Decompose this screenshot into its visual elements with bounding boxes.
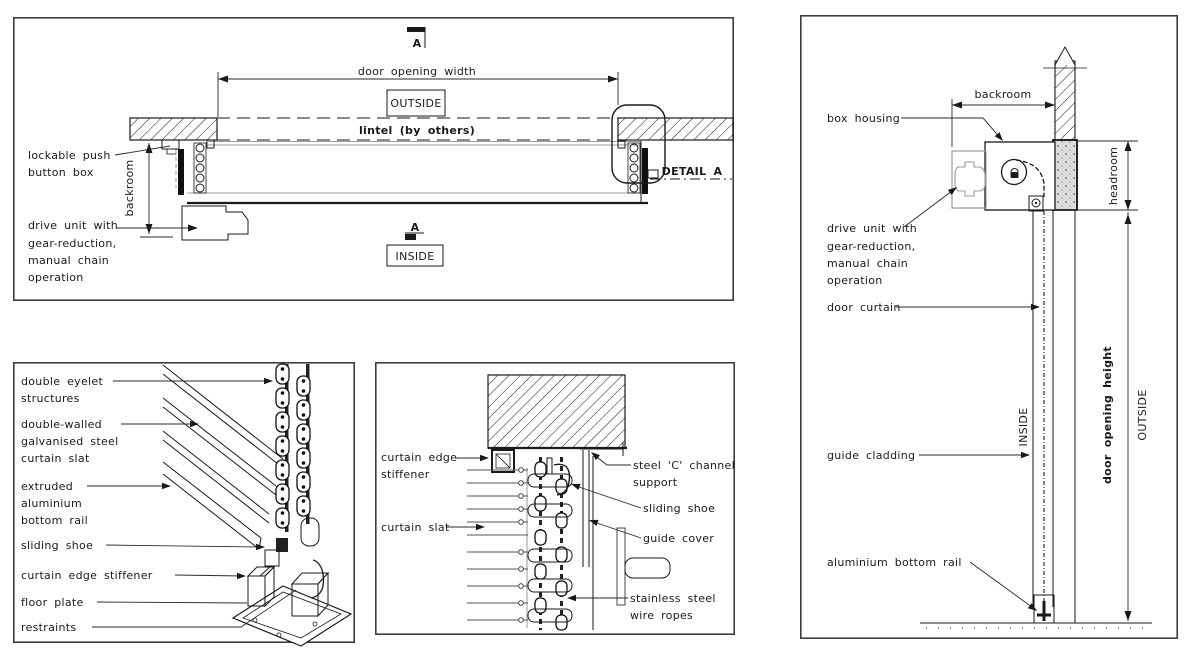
wire-rope-chain	[528, 457, 572, 630]
dim-label: door opening width	[357, 65, 477, 78]
left-jamb-wall	[130, 118, 217, 140]
curtain-slat-stack	[467, 468, 528, 628]
drive-unit-label-3: manual chain	[827, 257, 909, 270]
isometric-detail-panel	[13, 362, 355, 643]
panel-border	[801, 16, 1177, 638]
wall-section	[488, 375, 627, 448]
door-curtain-label: door curtain	[827, 301, 901, 314]
drive-unit-label-4: operation	[28, 271, 84, 284]
lintel-and-walls	[130, 118, 733, 140]
backroom-label: backroom	[123, 159, 136, 217]
section-marker-top	[407, 27, 425, 50]
inside-label: INSIDE	[395, 250, 435, 263]
drive-unit-label-4: operation	[827, 274, 883, 287]
door-opening-height-label: door opening height	[1101, 346, 1114, 484]
restraints-label: restraints	[21, 621, 77, 634]
bottom-rail-iso	[163, 462, 261, 538]
drive-unit-label-1: drive unit with	[28, 219, 118, 232]
outside-label: OUTSIDE	[390, 97, 442, 110]
wire-ropes-label-2: wire ropes	[630, 609, 694, 622]
outside-label-box	[387, 90, 445, 116]
section-letter: A	[412, 37, 422, 50]
curtain-edge-label-1: curtain edge	[381, 451, 458, 464]
restraint-pin	[625, 558, 670, 578]
guide-detail-panel	[375, 362, 735, 635]
guide-detail-labels	[381, 450, 735, 622]
lock-icon	[1011, 172, 1019, 178]
lintel-label: lintel (by others)	[358, 124, 476, 137]
left-guide-assembly	[162, 140, 214, 195]
drive-unit-label-2: gear-reduction,	[28, 237, 117, 250]
detail-a-label: DETAIL A	[661, 165, 723, 178]
outside-label: OUTSIDE	[1136, 389, 1149, 441]
plan-view-panel	[13, 17, 734, 301]
floor-plate-assembly	[233, 560, 351, 646]
backroom-label: backroom	[974, 88, 1032, 101]
side-section-panel	[800, 15, 1178, 639]
drive-unit-plan	[117, 206, 248, 240]
double-walled-label-1: double-walled	[21, 418, 102, 431]
double-walled-label-2: galvanised steel	[21, 435, 119, 448]
c-channel-label-2: support	[633, 476, 678, 489]
drive-unit-label-2: gear-reduction,	[827, 240, 916, 253]
guide-cladding-label: guide cladding	[827, 449, 916, 462]
section-letter: A	[410, 221, 420, 234]
detail-a-callout	[612, 105, 665, 183]
eyelet-chain-iso	[260, 364, 319, 576]
box-housing-part	[952, 142, 1055, 211]
box-housing-label: box housing	[827, 112, 901, 125]
guide-cover-label: guide cover	[643, 532, 715, 545]
curtain-slat-label: curtain slat	[381, 521, 450, 534]
sliding-shoe-label: sliding shoe	[643, 502, 716, 515]
curtain-edge-stiffener-label: curtain edge stiffener	[21, 569, 153, 582]
right-jamb-wall	[618, 118, 733, 140]
section-marker-bottom	[405, 221, 424, 240]
curtain-edge-label-2: stiffener	[381, 468, 430, 481]
sliding-shoe-label: sliding shoe	[21, 539, 94, 552]
curtain-edge-stiffener-part	[492, 450, 514, 472]
backroom-dimension	[952, 88, 1055, 147]
double-eyelet-label-1: double eyelet	[21, 375, 104, 388]
inside-label-box	[387, 245, 443, 266]
inside-label: INSIDE	[1017, 407, 1030, 447]
c-channel-label-1: steel 'C' channel	[633, 459, 735, 472]
extruded-label-1: extruded	[21, 480, 74, 493]
extruded-label-3: bottom rail	[21, 514, 88, 527]
iso-labels	[21, 375, 296, 634]
drive-unit-label-3: manual chain	[28, 254, 110, 267]
wire-ropes-label-1: stainless steel	[630, 592, 716, 605]
headroom-label: headroom	[1107, 146, 1120, 206]
curtain-plan	[187, 141, 648, 204]
lockable-push-label-2: button box	[28, 166, 94, 179]
backroom-dimension	[123, 143, 173, 237]
double-eyelet-label-2: structures	[21, 392, 80, 405]
aluminium-bottom-rail-label: aluminium bottom rail	[827, 556, 962, 569]
curtain-slats-iso	[163, 365, 283, 549]
floor-plate-label: floor plate	[21, 596, 84, 609]
lockable-push-label-1: lockable push	[28, 149, 111, 162]
wall-break	[1055, 47, 1075, 65]
door-opening-height-dimension	[1017, 212, 1149, 621]
push-button-box-part	[162, 140, 179, 149]
restraint-hook	[311, 560, 324, 598]
drive-unit-label-1: drive unit with	[827, 222, 917, 235]
double-walled-label-3: curtain slat	[21, 452, 90, 465]
extruded-label-2: aluminium	[21, 497, 82, 510]
panel-border	[14, 18, 733, 300]
